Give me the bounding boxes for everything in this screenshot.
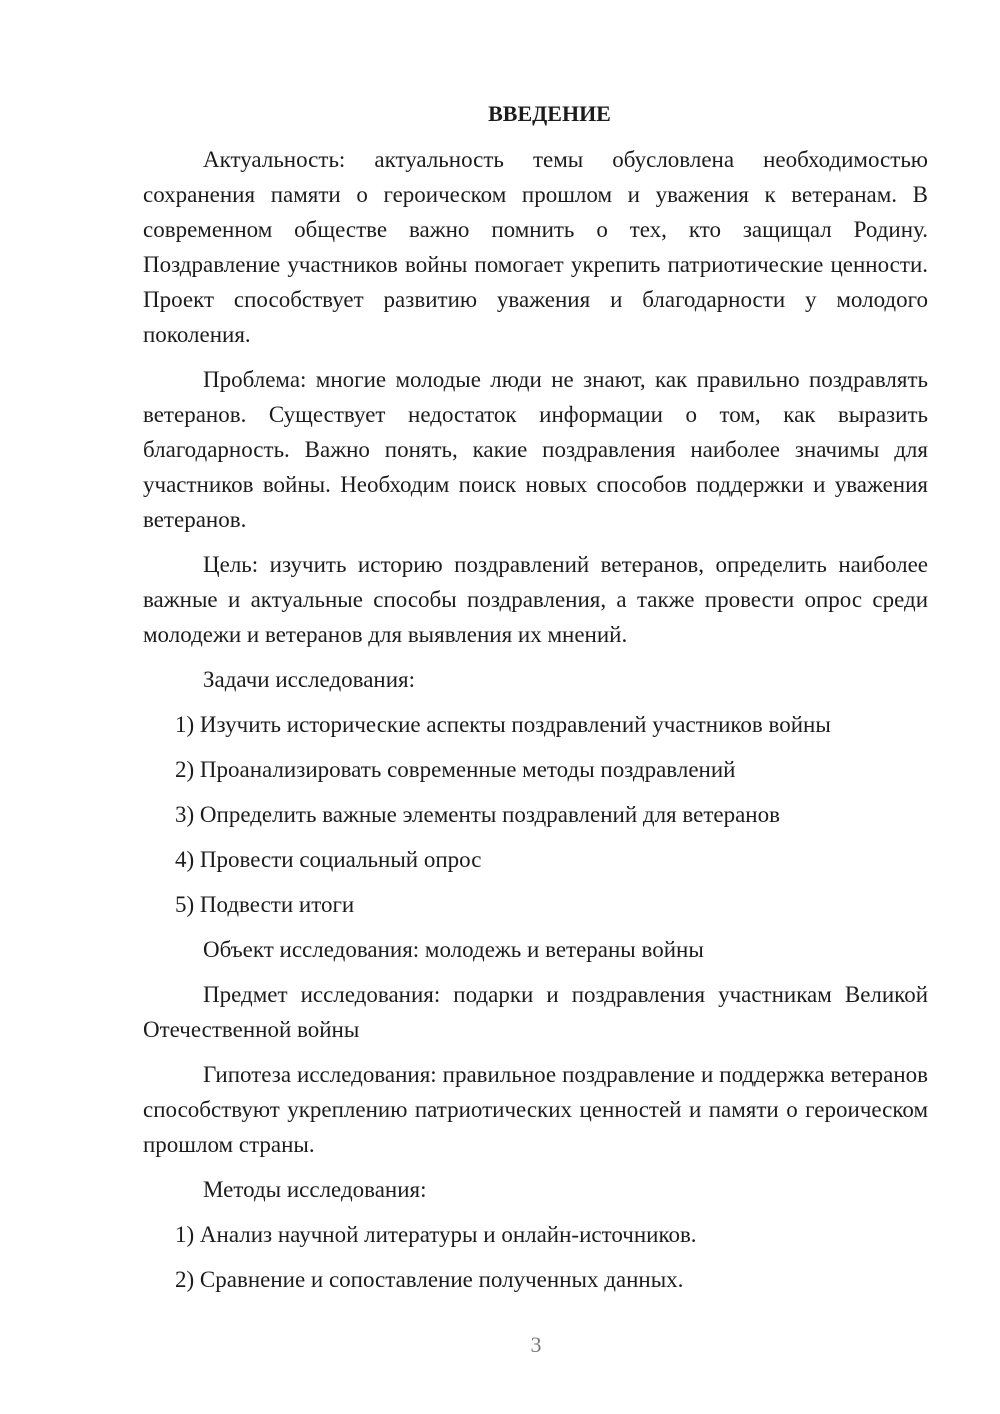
section-title: ВВЕДЕНИЕ: [488, 101, 611, 126]
task-item: 3) Определить важные элементы поздравлений для ветеранов: [175, 802, 780, 827]
task-item: 5) Подвести итоги: [175, 892, 355, 917]
task-item: 1) Изучить исторические аспекты поздравлений участников войны: [175, 712, 831, 737]
tasks-heading: Задачи исследования:: [203, 667, 416, 692]
method-item: 2) Сравнение и сопоставление полученных данных.: [175, 1267, 684, 1292]
page-number: 3: [530, 1332, 542, 1357]
object-paragraph: Объект исследования: молодежь и ветераны войны: [203, 937, 704, 962]
method-item: 1) Анализ научной литературы и онлайн-источников.: [175, 1222, 697, 1247]
methods-heading: Методы исследования:: [203, 1177, 427, 1202]
subject-paragraph: Предмет исследования: подарки и поздравления участникам Великой Отечественной войны: [143, 982, 928, 1042]
page-content: [143, 96, 928, 1307]
task-item: 2) Проанализировать современные методы поздравлений: [175, 757, 736, 782]
goal-paragraph: Цель: изучить историю поздравлений ветеранов, определить наиболее важные и актуальные способы поздравления, а также провести опрос среди молодежи и ветеранов для выявления их мнений.: [143, 552, 928, 647]
problem-paragraph: Проблема: многие молодые люди не знают, как правильно поздравлять ветеранов. Существует недостаток информации о том, как выразить благодарность. Важно понять, какие поздравления наиболее значимы для участников войны. Необходим поиск новых способов поддержки и уважения ветеранов.: [143, 367, 928, 532]
hypothesis-paragraph: Гипотеза исследования: правильное поздравление и поддержка ветеранов способствуют укреплению патриотических ценностей и памяти о героическом прошлом страны.: [143, 1062, 928, 1157]
task-item: 4) Провести социальный опрос: [175, 847, 482, 872]
relevance-paragraph: Актуальность: актуальность темы обусловлена необходимостью сохранения памяти о героическом прошлом и уважения к ветеранам. В современном обществе важно помнить о тех, кто защищал Родину. Поздравление участников войны помогает укрепить патриотические ценности. Проект способствует развитию уважения и благодарности у молодого поколения.: [143, 147, 928, 347]
